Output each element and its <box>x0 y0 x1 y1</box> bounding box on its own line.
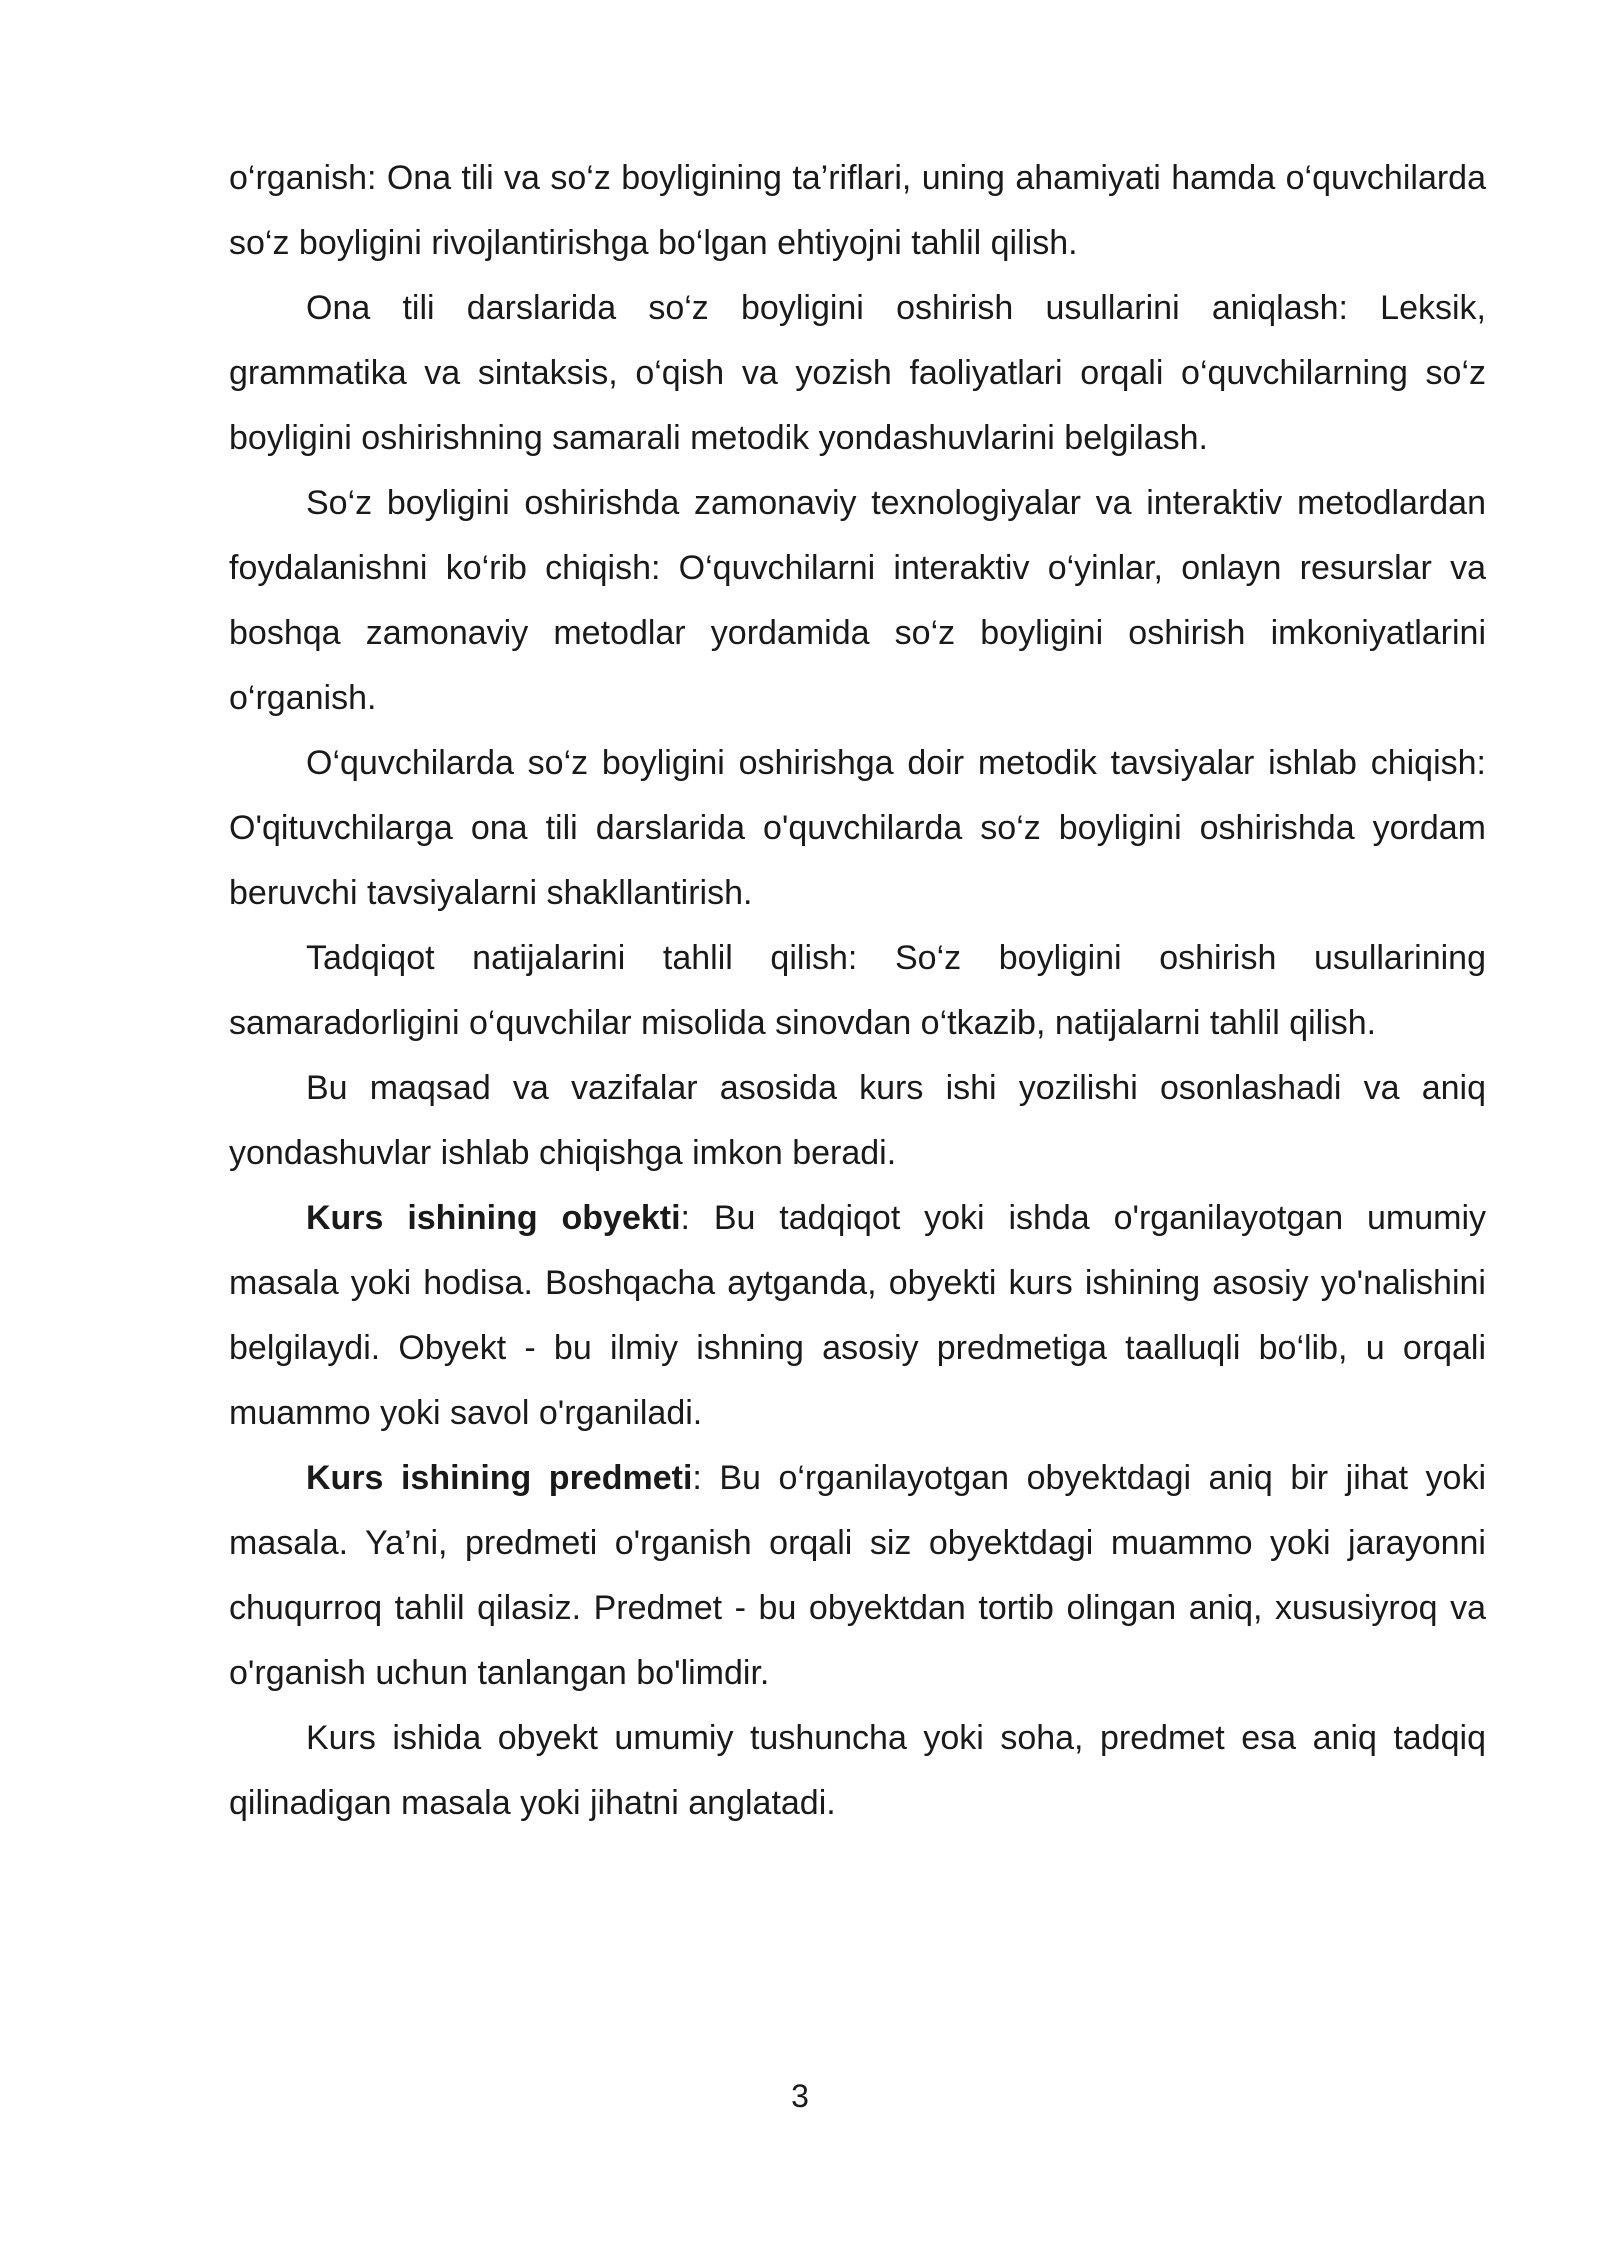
term-object: Kurs ishining obyekti <box>306 1199 681 1237</box>
paragraph-conclusion: Kurs ishida obyekt umumiy tushuncha yoki soha, predmet esa aniq tadqiq qilinadigan masala yoki jihatni anglatadi. <box>229 1719 1486 1822</box>
page-number: 3 <box>791 2078 809 2114</box>
term-subject: Kurs ishining predmeti <box>306 1459 693 1497</box>
object-definition: : Bu tadqiqot yoki ishda o'rganilayotgan umumiy masala yoki hodisa. Boshqacha aytganda, obyekti kurs ishining asosiy yo'nalishini belgilaydi. Obyekt - bu ilmiy ishning asosiy predmetiga taalluqli bo‘lib, u orqali muammo yoki savol o'rganiladi. <box>229 1199 1486 1432</box>
paragraph-subject <box>229 1446 1486 1706</box>
paragraph-3: So‘z boyligini oshirishda zamonaviy texnologiyalar va interaktiv metodlardan foydalanishni ko‘rib chiqish: O‘quvchilarni interaktiv o‘yinlar, onlayn resurslar va boshqa zamonaviy metodlar yordamida so‘z boyligini oshirish imkoniyatlarini o‘rganish. <box>229 484 1486 717</box>
paragraph-object <box>229 1186 1486 1446</box>
body-text <box>229 146 1486 1836</box>
paragraph-4: O‘quvchilarda so‘z boyligini oshirishga doir metodik tavsiyalar ishlab chiqish: O'qituvchilarga ona tili darslarida o'quvchilarda so‘z boyligini oshirishda yordam beruvchi tavsiyalarni shakllantirish. <box>229 744 1486 912</box>
paragraph-2: Ona tili darslarida so‘z boyligini oshirish usullarini aniqlash: Leksik, grammatika va sintaksis, o‘qish va yozish faoliyatlari orqali o‘quvchilarning so‘z boyligini oshirishning samarali metodik yondashuvlarini belgilash. <box>229 289 1486 457</box>
paragraph-1: o‘rganish: Ona tili va so‘z boyligining ta’riflari, uning ahamiyati hamda o‘quvchilarda so‘z boyligini rivojlantirishga bo‘lgan ehtiyojni tahlil qilish. <box>229 159 1486 262</box>
paragraph-5: Tadqiqot natijalarini tahlil qilish: So‘z boyligini oshirish usullarining samaradorligini o‘quvchilar misolida sinovdan o‘tkazib, natijalarni tahlil qilish. <box>229 939 1486 1042</box>
subject-definition: : Bu o‘rganilayotgan obyektdagi aniq bir jihat yoki masala. Ya’ni, predmeti o'rganish orqali siz obyektdagi muammo yoki jarayonni chuqurroq tahlil qilasiz. Predmet - bu obyektdan tortib olingan aniq, xususiyroq va o'rganish uchun tanlangan bo'limdir. <box>229 1459 1486 1692</box>
paragraph-6: Bu maqsad va vazifalar asosida kurs ishi yozilishi osonlashadi va aniq yondashuvlar ishlab chiqishga imkon beradi. <box>229 1069 1486 1172</box>
